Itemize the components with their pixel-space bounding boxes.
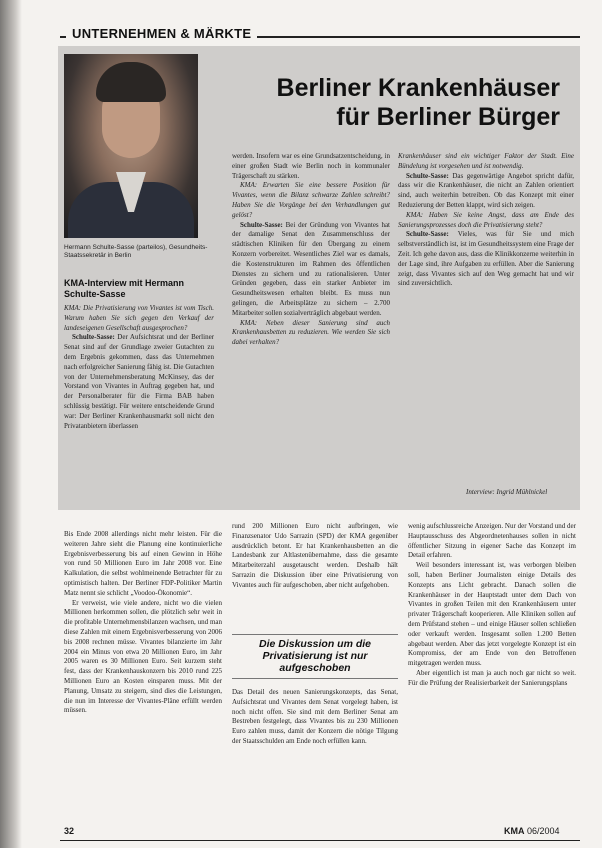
- photo-hair-shape: [96, 62, 166, 102]
- paragraph: Weil besonders interessant ist, was verborgen bleiben soll, haben Berliner Journalisten einige Details des Konzepts ans Licht gebracht. Danach sollen die Krankenhäuser in der Hauptstadt unter dem Dach von Vivantes in großen Teilen mit den Krankenhäusern unter privater Trägerschaft kooperieren. Alle Kliniken sollen auf dem Prüfstand stehen – und einige Häuser sollen schließen oder verkauft werden. Insgesamt sollen 1.200 Betten abgebaut werden. Aber das jetzt vorgelegte Konzept ist ein Kompromiss, der am Ende von den Betroffenen mitgetragen werden muss.: [408, 561, 576, 668]
- article-headline: [240, 74, 560, 132]
- magazine-name: KMA: [504, 826, 525, 836]
- photo-caption: Hermann Schulte-Sasse (parteilos), Gesundheits-Staatssekretär in Berlin: [64, 244, 208, 259]
- paragraph: KMA: Erwarten Sie eine bessere Position für Vivantes, wenn die Bilanz schwarze Zahlen schreibt? Haben Sie die Vorgänge bei den Verhandlungen gut gelöst?: [232, 181, 390, 219]
- interview-signoff: [466, 488, 547, 496]
- answer-text: Das gegenwärtige Angebot spricht dafür, dass wir die Krankenhäuser, die nicht an Zahlen orientiert sind, auch weiterhin betreiben. Ob das Konzept mit einer Reduzierung der Betten klappt, wird sich zeigen.: [398, 171, 574, 209]
- magazine-issue: 06/2004: [527, 826, 560, 836]
- paragraph: werden. Insofern war es eine Grundsatzentscheidung, in einer großen Stadt wie Berlin noch in kommunaler Trägerschaft zu stärken.: [232, 152, 390, 180]
- interview-column-3: [398, 152, 574, 289]
- article-column-2-continued: [232, 688, 398, 747]
- speaker-label: Schulte-Sasse:: [406, 171, 453, 180]
- answer-text: Der Aufsichtsrat und der Berliner Senat sind auf der Grundlage zweier Gutachten zu dem Ergebnis gekommen, dass das Unternehmen nach erfolgreicher Sanierung fähig ist. Die Gutachten von der Unternehmensberatung McKinsey, das der Vorstand von Vivantes in Auftrag gegeben hat, und der Personalberater für die Firma BAB haben schlüssig bestätigt. Für weitere entscheidende Grund war: Der Berliner Krankenhausmarkt soll nicht den Privatanbietern überlassen: [64, 333, 214, 430]
- paragraph: rund 200 Millionen Euro nicht aufbringen, wie Finanzsenator Udo Sarrazin (SPD) der KMA gegenüber ausdrücklich betont. Er hat Krankenhausbetten an die Landesbank zur Altlastenübernahme, dass die gesamte Mitarbeiterzahl ausgetauscht werden. Deshalb hält Sarrazin die Diskussion über eine Privatisierung von Vivantes auch für aufgeschoben, aber nicht aufgehoben.: [232, 522, 398, 589]
- paragraph: Aber eigentlich ist man ja auch noch gar nicht so weit. Für die Prüfung der Realisierbarkeit der Sanierungsplans: [408, 668, 576, 687]
- paragraph: KMA: Neben dieser Sanierung sind auch Krankenhausbetten zu reduzieren. Wie werden Sie sich dabei verhalten?: [232, 318, 390, 347]
- portrait-photo: [64, 54, 198, 238]
- article-column-3: [408, 522, 576, 689]
- answer-text: Bei der Gründung von Vivantes hat der damalige Senat den Zusammenschluss der städtischen Kliniken für den Übergang zu einem Konzern vorbereitet. Wesentliches Ziel war es damals, die Kostenstrukturen im Rahmen des öffentlichen Dienstes zu sichern und zu rationalisieren. Unter Gründen gegeben, dass ein starker Anbieter im Gesundheitswesen erhalten bleibt. Es muss nun gelingen, die Arbeitsplätze zu sichern – 2.700 Mitarbeiter sollen sozialverträglich abgebaut werden.: [232, 220, 390, 317]
- paragraph: wenig aufschlussreiche Anzeigen. Nur der Vorstand und der Hauptausschuss des Abgeordnetenhauses sollen in nicht öffentlicher Sitzung in eigener Sache das Konzept im Detail erfahren.: [408, 522, 576, 560]
- paragraph: Das Detail des neuen Sanierungskonzepts, das Senat, Aufsichtsrat und Vivantes dem Senat vorgelegt haben, ist noch nicht offen. Sie sind mit dem Berliner Senat am Bestreben festgelegt, dass Vivantes bis zu 230 Millionen Euro zahlen muss, damit der Konzern die nötige Tilgung der Staatsschulden am Ende noch erfüllen kann.: [232, 688, 398, 745]
- subhead-top-rule: [232, 634, 398, 635]
- magazine-footer: [504, 826, 560, 836]
- article-column-2: [232, 522, 398, 591]
- page-binding-shadow: [0, 0, 22, 848]
- headline-line-1: Berliner Krankenhäuser: [276, 74, 560, 102]
- interview-column-2: [232, 152, 390, 348]
- interview-title: KMA-Interview mit Hermann Schulte-Sasse: [64, 278, 185, 299]
- signoff-text: Interview: Ingrid Mühlnickel: [466, 488, 548, 496]
- paragraph: [64, 333, 214, 431]
- paragraph: Bis Ende 2008 allerdings nicht mehr leisten. Für die weiteren Jahre sieht die Planung eine kontinuierliche Ergebnisverbesserung bis auf einen Gewinn in Höhe von rund 50 Millionen Euro im Jahr 2008 vor. Eine Kalkulation, die selbst wohlmeinende Betrachter für zu optimistisch halten. Der Berliner FDP-Politiker Martin Matz nennt sie schlicht „Voodoo-Ökonomie“.: [64, 530, 222, 597]
- article-column-1: [64, 530, 222, 716]
- article-subhead: Die Diskussion um die Privatisierung ist nur aufgeschoben: [258, 638, 372, 674]
- speaker-label: Schulte-Sasse:: [240, 220, 286, 229]
- speaker-label: Schulte-Sasse:: [72, 333, 118, 342]
- paragraph: Er verweist, wie viele andere, nicht wo die vielen Millionen herkommen sollen, die plötzlich sehr weit in die profitable Unternehmensbilanzen wachsen, und man diese Zahlen mit einem Ergebnisverbesserung von 2006 bis 2008 rechnen müsse. Vivantes bilanzierte im Jahr 2004 ein Minus von etwa 20 Millionen Euro, im Jahr 2005 waren es 30 Millionen Euro. Seit kurzem steht fest, dass der Krankenhauskonzern bis 2010 rund 225 Millionen Euro an Kosten einsparen muss. Mit der Planung, Umsatz zu steigern, sind dies die Leistungen, die nun im Interesse der Vivantes-Pläne erfüllt werden müssen.: [64, 598, 222, 715]
- paragraph: Krankenhäuser sind ein wichtiger Faktor der Stadt. Eine Bündelung ist vorgesehen und ist notwendig.: [398, 152, 574, 170]
- headline-line-2: für Berliner Bürger: [336, 103, 560, 131]
- subhead-bottom-rule: [232, 678, 398, 679]
- paragraph: [398, 230, 574, 289]
- footer-rule: [60, 840, 580, 841]
- answer-text: Vieles, was für Sie und mich selbstverständlich ist, ist im Gesundheitssystem eine Frage der Zeit. Ich gehe davon aus, dass die Klinikkonzerne weiterhin in der Lage sind, ihre Aufgaben zu erfüllen. Aber die Sanierung zeigt, dass Vivantes sich auf den Weg gemacht hat und wir sind zuversichtlich.: [398, 230, 574, 288]
- page-number: 32: [64, 826, 75, 836]
- speaker-label: Schulte-Sasse:: [406, 230, 458, 239]
- paragraph: KMA: Die Privatisierung von Vivantes ist vom Tisch. Warum haben Sie sich gegen den Verkauf der landeseigenen Gesellschaft ausgesprochen?: [64, 304, 214, 332]
- paragraph: [232, 221, 390, 319]
- paragraph: KMA: Haben Sie keine Angst, dass am Ende des Sanierungsprozesses doch die Privatisierung steht?: [398, 210, 574, 229]
- interview-column-1: [64, 304, 214, 431]
- paragraph: [398, 172, 574, 211]
- section-tag: UNTERNEHMEN & MÄRKTE: [66, 26, 257, 41]
